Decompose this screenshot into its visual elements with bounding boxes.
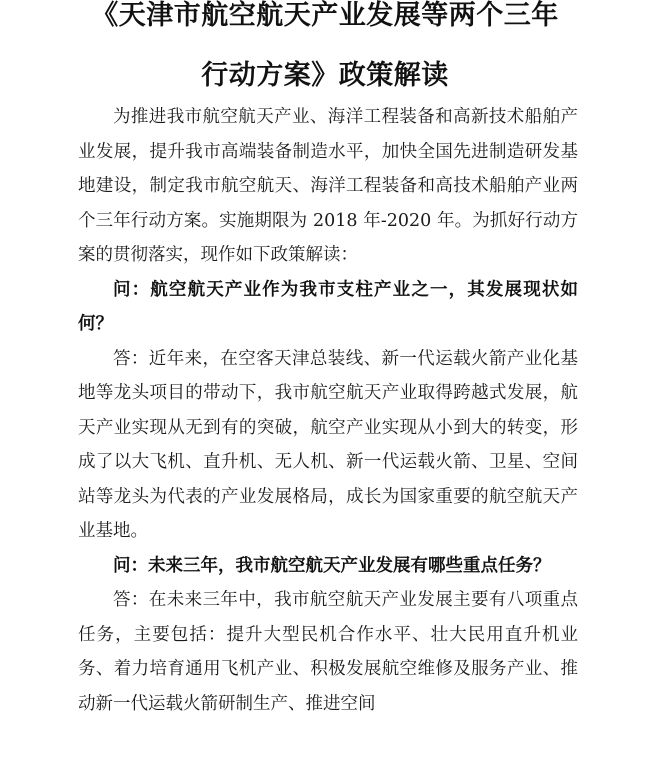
document-body: [78, 100, 578, 721]
question-2: 问：未来三年，我市航空航天产业发展有哪些重点任务？: [113, 555, 551, 576]
answer-1: 答：近年来，在空客天津总装线、新一代运载火箭产业化基地等龙头项目的带动下，我市航空航天产业取得跨越式发展，航天产业实现从无到有的突破，航空产业实现从小到大的转变，形成了以大飞机、直升机、无人机、新一代运载火箭、卫星、空间站等龙头为代表的产业发展格局，成长为国家重要的航空航天产业基地。: [78, 348, 578, 541]
question-1: 问：航空航天产业作为我市支柱产业之一，其发展现状如何？: [78, 279, 578, 334]
document-title-line-2: 行动方案》政策解读: [201, 60, 449, 91]
document-title: [0, 0, 650, 106]
answer-2: 答：在未来三年中，我市航空航天产业发展主要有八项重点任务，主要包括：提升大型民机合作水平、壮大民用直升机业务、着力培育通用飞机产业、积极发展航空维修及服务产业、推动新一代运载火箭研制生产、推进空间: [78, 590, 578, 714]
intro-paragraph: 为推进我市航空航天产业、海洋工程装备和高新技术船舶产业发展，提升我市高端装备制造水平，加快全国先进制造研发基地建设，制定我市航空航天、海洋工程装备和高技术船舶产业两个三年行动方案。实施期限为 2018 年-2020 年。为抓好行动方案的贯彻落实，现作如下政策解读：: [78, 107, 578, 265]
document-title-line-1: 《天津市航空航天产业发展等两个三年: [91, 0, 559, 31]
